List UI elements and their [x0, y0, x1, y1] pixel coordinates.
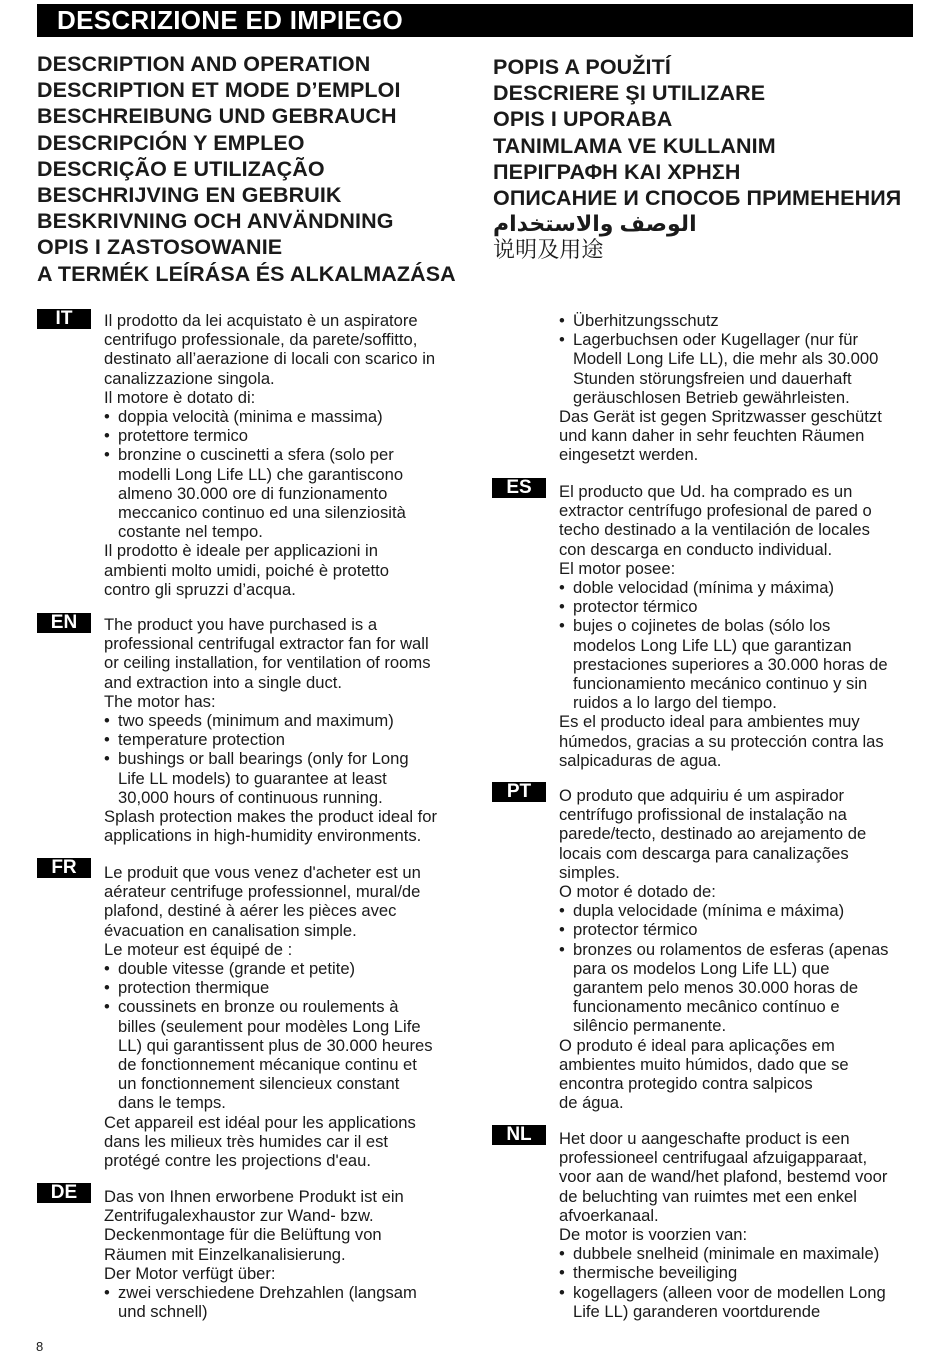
fr-bullet-line: • double vitesse (grande et petite) — [118, 959, 356, 979]
es-bullet-line: • doble velocidad (mínima y máxima) — [573, 578, 834, 598]
title-pl: OPIS I ZASTOSOWANIE — [37, 235, 283, 260]
en-bullet-item — [104, 730, 437, 749]
lang-tag-it: IT — [37, 309, 91, 329]
fr-intro-line: aérateur centrifuge professionnel, mural/de — [104, 882, 421, 902]
pt-intro-line: parede/tecto, destinado ao arejamento de — [559, 824, 867, 844]
nl-bullet-line: • dubbele snelheid (minimale en maximale) — [573, 1244, 880, 1264]
es-intro-line: El producto que Ud. ha comprado es un — [559, 482, 853, 501]
title-es: DESCRIPCIÓN Y EMPLEO — [37, 130, 305, 155]
fr-outro-line: protégé contre les projections d'eau. — [104, 1151, 371, 1171]
es-bullet-line: modelos Long Life LL) que garantizan — [573, 635, 852, 655]
es-bullet-line: ruidos a lo largo del tiempo. — [573, 693, 777, 713]
it-bullet-line: almeno 30.000 ore di funzionamento — [118, 483, 388, 503]
en-bullet-list — [104, 711, 437, 807]
pt-bullet-list — [559, 901, 888, 1035]
pt-outro-line: ambientes muito húmidos, dado que se — [559, 1054, 849, 1074]
de-intro-line: Zentrifugalexhaustor zur Wand- bzw. — [104, 1206, 374, 1226]
it-outro-line: ambienti molto umidi, poiché è protetto — [104, 560, 390, 580]
lang-tag-nl: NL — [492, 1125, 546, 1145]
fr-bullet-item — [104, 959, 433, 978]
de_cont-bullet-line: Modell Long Life LL), die mehr als 30.000 — [573, 349, 879, 369]
nl-intro-line: professioneel centrifugaal afzuigapparaat, — [559, 1148, 868, 1168]
en-bullet-line: • temperature protection — [118, 730, 285, 750]
en-intro-line: or ceiling installation, for ventilation of rooms — [104, 653, 431, 673]
title-ru: ОПИСАНИЕ И СПОСОБ ПРИМЕНЕНИЯ — [493, 186, 902, 211]
es-intro-line: El motor posee: — [559, 558, 676, 578]
pt-bullet-line: silêncio permanente. — [573, 1016, 727, 1036]
de-intro-line: Räumen mit Einzelkanalisierung. — [104, 1244, 346, 1264]
en-intro-line: The motor has: — [104, 691, 216, 711]
en-intro-line: professional centrifugal extractor fan for wall — [104, 634, 429, 654]
it-bullet-line: • protettore termico — [118, 426, 249, 446]
es-intro-line: con descarga en conducto individual. — [559, 539, 833, 559]
it-bullet-line: meccanico continuo ed una silenziosità — [118, 503, 406, 523]
en-bullet-line: 30,000 hours of continuous running. — [118, 787, 383, 807]
it-intro-line: Il motore è dotato di: — [104, 387, 256, 407]
pt-outro-line: de água. — [559, 1093, 624, 1113]
it-bullet-line: costante nel tempo. — [118, 522, 263, 542]
nl-intro-line: de beluchting van ruimtes met een enkel — [559, 1186, 857, 1206]
de_cont-bullet-item — [559, 330, 882, 407]
es-bullet-line: • bujes o cojinetes de bolas (sólo los — [573, 616, 831, 636]
title-zh: 说明及用途 — [493, 237, 604, 263]
section-en — [104, 615, 437, 845]
it-intro-line: centrifugo professionale, da parete/soffitto, — [104, 330, 418, 350]
es-intro-line: techo destinado a la ventilación de locales — [559, 520, 870, 540]
section-fr — [104, 863, 433, 1170]
title-sv: BESKRIVNING OCH ANVÄNDNING — [37, 209, 394, 234]
fr-bullet-line: • coussinets en bronze ou roulements à — [118, 997, 399, 1017]
nl-bullet-item — [559, 1244, 887, 1263]
pt-bullet-line: garantem pelo menos 30.000 horas de — [573, 978, 859, 998]
de-bullet-list — [104, 1283, 417, 1321]
it-bullet-line: • doppia velocità (minima e massima) — [118, 407, 383, 427]
fr-intro-line: Le moteur est équipé de : — [104, 939, 293, 959]
title-tr: TANIMLAMA VE KULLANIM — [493, 133, 776, 158]
lang-tag-fr: FR — [37, 858, 91, 878]
page-number: 8 — [36, 1339, 44, 1354]
en-outro-line: Splash protection makes the product ideal for — [104, 807, 437, 827]
pt-bullet-line: para os modelos Long Life LL) que — [573, 958, 830, 978]
nl-intro-line: voor aan de wand/het plafond, bestemd voor — [559, 1167, 888, 1187]
de-intro-line: Das von Ihnen erworbene Produkt ist ein — [104, 1187, 404, 1206]
es-outro-line: Es el producto ideal para ambientes muy — [559, 712, 860, 732]
title-hr: OPIS I UPORABA — [493, 107, 673, 132]
nl-bullet-line: • thermische beveiliging — [573, 1263, 738, 1283]
de_cont-bullet-line: Stunden störungsfreien und dauerhaft — [573, 368, 852, 388]
en-bullet-item — [104, 749, 437, 807]
nl-bullet-item — [559, 1263, 887, 1282]
es-bullet-item — [559, 578, 888, 597]
pt-intro-line: locais com descarga para canalizações — [559, 843, 849, 863]
de-bullet-line: und schnell) — [118, 1302, 208, 1322]
it-bullet-line: • bronzine o cuscinetti a sfera (solo per — [118, 445, 394, 465]
nl-bullet-line: • kogellagers (alleen voor de modellen Long — [573, 1282, 886, 1302]
de_cont-bullet-item — [559, 311, 882, 330]
de_cont-bullet-line: • Überhitzungsschutz — [573, 311, 719, 330]
section-es — [559, 482, 888, 770]
lang-tag-pt: PT — [492, 782, 546, 802]
lang-tag-es: ES — [492, 478, 546, 498]
pt-bullet-item — [559, 901, 888, 920]
de-intro-line: Der Motor verfügt über: — [104, 1263, 276, 1283]
it-outro-line: Il prodotto è ideale per applicazioni in — [104, 541, 378, 561]
title-ar: الوصف والاستخدام — [493, 211, 697, 237]
title-ro: DESCRIERE ŞI UTILIZARE — [493, 81, 766, 106]
es-bullet-item — [559, 597, 888, 616]
pt-bullet-line: funcionamento mecânico contínuo e — [573, 997, 840, 1017]
pt-outro-line: O produto é ideal para aplicações em — [559, 1035, 835, 1055]
lang-tag-de: DE — [37, 1183, 91, 1203]
title-hu: A TERMÉK LEÍRÁSA ÉS ALKALMAZÁSA — [37, 261, 456, 286]
fr-bullet-item — [104, 997, 433, 1112]
pt-intro-line: O produto que adquiriu é um aspirador — [559, 786, 845, 805]
it-bullet-item — [104, 445, 435, 541]
section-de-continued — [559, 311, 882, 465]
pt-intro-line: simples. — [559, 862, 620, 882]
title-cs: POPIS A POUŽITÍ — [493, 55, 671, 79]
en-bullet-line: • two speeds (minimum and maximum) — [118, 711, 394, 731]
page-title: DESCRIZIONE ED IMPIEGO — [57, 5, 404, 35]
section-nl — [559, 1129, 887, 1321]
en-bullet-item — [104, 711, 437, 730]
fr-bullet-line: billes (seulement pour modèles Long Life — [118, 1016, 421, 1036]
en-bullet-line: Life LL models) to guarantee at least — [118, 768, 387, 788]
es-bullet-line: funcionamiento mecánico continuo y sin — [573, 674, 868, 694]
es-bullet-line: prestaciones superiores a 30.000 horas de — [573, 654, 888, 674]
it-outro-line: contro gli spruzzi d’acqua. — [104, 579, 296, 599]
de-intro-line: Deckenmontage für die Belüftung von — [104, 1225, 382, 1245]
title-pt: DESCRIÇÃO E UTILIZAÇÃO — [37, 156, 325, 181]
fr-bullet-line: LL) qui garantissent plus de 30.000 heures — [118, 1035, 433, 1055]
title-fr: DESCRIPTION ET MODE D’EMPLOI — [37, 78, 401, 103]
en-outro-line: applications in high-humidity environments. — [104, 826, 422, 846]
title-nl: BESCHRIJVING EN GEBRUIK — [37, 183, 342, 208]
pt-outro-line: encontra protegido contra salpicos — [559, 1074, 813, 1094]
fr-bullet-list — [104, 959, 433, 1113]
de-bullet-item — [104, 1283, 417, 1321]
fr-bullet-line: un fonctionnement silencieux constant — [118, 1074, 400, 1094]
de_cont-bullet-list — [559, 311, 882, 407]
fr-intro-line: évacuation en canalisation simple. — [104, 920, 357, 940]
it-bullet-list — [104, 407, 435, 541]
nl-intro-line: Het door u aangeschafte product is een — [559, 1129, 850, 1148]
section-it — [104, 311, 435, 599]
section-pt — [559, 786, 888, 1112]
nl-bullet-line: Life LL) garanderen voortdurende — [573, 1301, 821, 1321]
de-bullet-line: • zwei verschiedene Drehzahlen (langsam — [118, 1283, 417, 1303]
it-bullet-item — [104, 407, 435, 426]
fr-bullet-line: dans le temps. — [118, 1093, 226, 1113]
pt-intro-line: centrífugo profissional de instalação na — [559, 805, 847, 825]
fr-bullet-line: • protection thermique — [118, 978, 270, 998]
en-intro-line: The product you have purchased is a — [104, 615, 378, 634]
fr-outro-line: dans les milieux très humides car il est — [104, 1131, 389, 1151]
es-intro-line: extractor centrífugo profesional de pared o — [559, 501, 872, 521]
es-outro-line: salpicaduras de agua. — [559, 750, 722, 770]
titles-right — [493, 54, 901, 264]
it-intro-line: destinato all’aerazione di locali con scarico in — [104, 349, 436, 369]
fr-outro-line: Cet appareil est idéal pour les applications — [104, 1112, 416, 1132]
it-intro-line: Il prodotto da lei acquistato è un aspiratore — [104, 311, 418, 330]
fr-bullet-line: de fonctionnement mécanique continu et — [118, 1055, 417, 1075]
title-en: DESCRIPTION AND OPERATION — [37, 52, 371, 76]
section-de — [104, 1187, 417, 1321]
en-bullet-line: • bushings or ball bearings (only for Long — [118, 749, 409, 769]
es-bullet-line: • protector térmico — [573, 597, 698, 617]
es-bullet-item — [559, 616, 888, 712]
es-bullet-list — [559, 578, 888, 712]
fr-bullet-item — [104, 978, 433, 997]
de_cont-outro-line: Das Gerät ist gegen Spritzwasser geschützt — [559, 407, 882, 427]
pt-bullet-line: • protector térmico — [573, 920, 698, 940]
it-bullet-item — [104, 426, 435, 445]
nl-bullet-item — [559, 1283, 887, 1321]
titles-left — [37, 51, 456, 287]
de_cont-outro-line: und kann daher in sehr feuchten Räumen — [559, 426, 865, 446]
nl-intro-line: De motor is voorzien van: — [559, 1225, 748, 1245]
de_cont-outro-line: eingesetzt werden. — [559, 445, 699, 465]
de_cont-bullet-line: • Lagerbuchsen oder Kugellager (nur für — [573, 330, 859, 350]
header-bar — [37, 4, 913, 37]
de_cont-bullet-line: geräuschlosen Betrieb gewährleisten. — [573, 387, 850, 407]
pt-intro-line: O motor é dotado de: — [559, 882, 716, 902]
it-bullet-line: modelli Long Life LL) che garantiscono — [118, 464, 404, 484]
fr-intro-line: plafond, destiné à aérer les pièces avec — [104, 901, 397, 921]
title-el: ΠΕΡΙΓΡΑΦΗ ΚΑΙ ΧΡΗΣΗ — [493, 159, 741, 184]
es-outro-line: húmedos, gracias a su protección contra las — [559, 731, 884, 751]
fr-intro-line: Le produit que vous venez d'acheter est un — [104, 863, 421, 882]
pt-bullet-item — [559, 920, 888, 939]
pt-bullet-line: • bronzes ou rolamentos de esferas (apenas — [573, 939, 889, 959]
nl-intro-line: afvoerkanaal. — [559, 1205, 659, 1225]
it-intro-line: canalizzazione singola. — [104, 368, 275, 388]
pt-bullet-line: • dupla velocidade (mínima e máxima) — [573, 901, 845, 921]
title-de: BESCHREIBUNG UND GEBRAUCH — [37, 104, 397, 129]
en-intro-line: and extraction into a single duct. — [104, 672, 342, 692]
nl-bullet-list — [559, 1244, 887, 1321]
pt-bullet-item — [559, 940, 888, 1036]
lang-tag-en: EN — [37, 613, 91, 633]
